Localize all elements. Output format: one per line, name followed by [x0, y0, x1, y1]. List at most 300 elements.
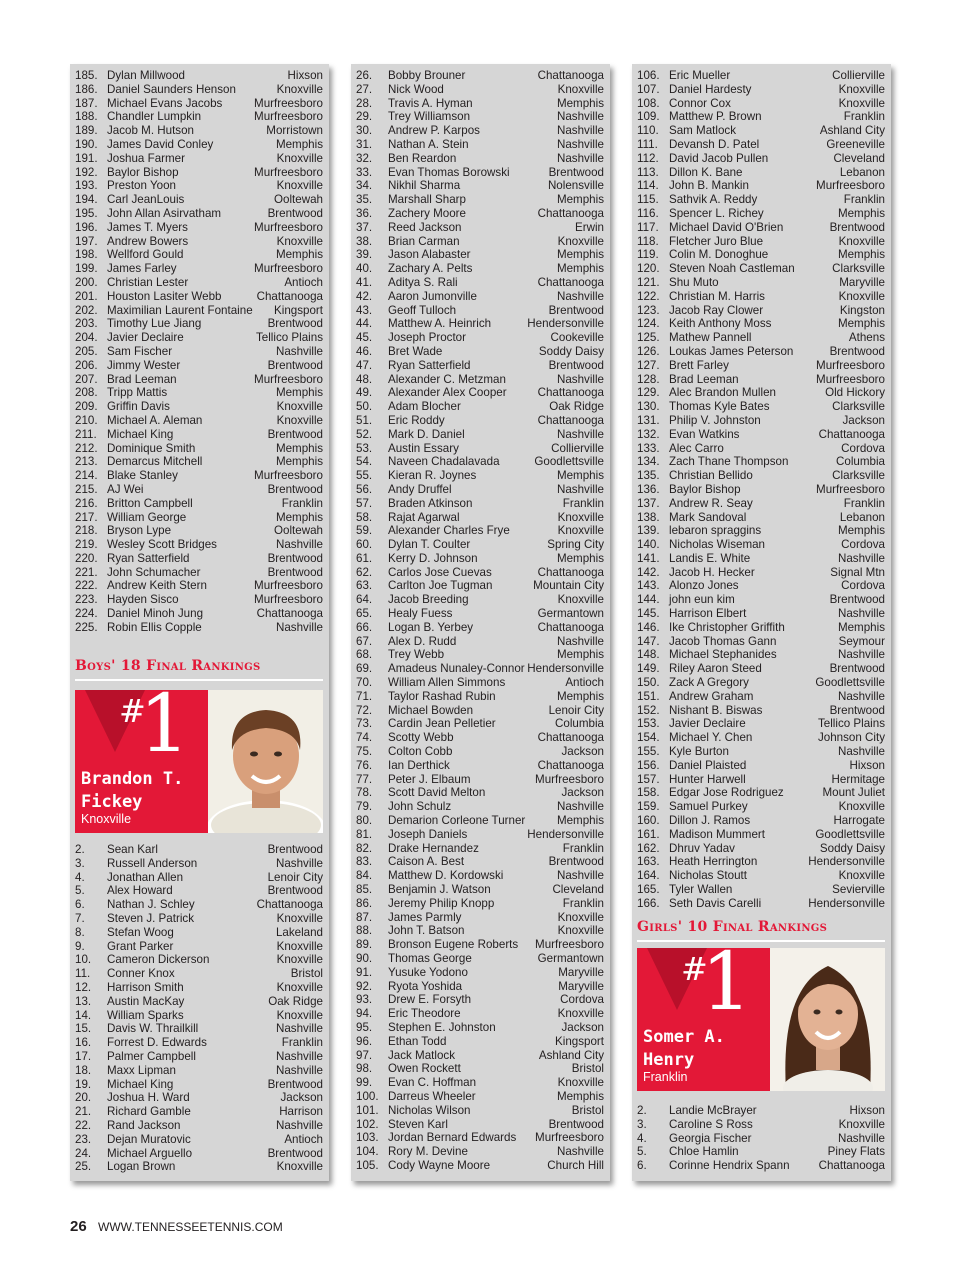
ranking-row: [70, 386, 329, 400]
rank-number: 67.: [356, 634, 373, 648]
player-city: Cleveland: [552, 883, 604, 897]
player-name: Harrison Smith: [107, 980, 184, 994]
player-city: Brentwood: [829, 593, 885, 607]
player-city: Nashville: [837, 607, 885, 621]
rank-number: 100.: [356, 1089, 379, 1103]
player-city: Nashville: [556, 800, 604, 814]
rank-number: 128.: [637, 372, 660, 386]
player-name: Maxx Lipman: [107, 1063, 176, 1077]
player-city: Memphis: [556, 648, 604, 662]
player-name: Ian Derthick: [388, 758, 450, 772]
player-city: Nashville: [556, 151, 604, 165]
rank-number: 5.: [637, 1145, 647, 1159]
player-city: Maryville: [558, 965, 604, 979]
ranking-row: [632, 97, 891, 111]
player-city: Memphis: [556, 814, 604, 828]
rank-number: 73.: [356, 717, 373, 731]
player-name: Colton Cobb: [388, 745, 453, 759]
ranking-row: [70, 428, 329, 442]
ranking-row: [632, 773, 891, 787]
rank-number: 66.: [356, 620, 373, 634]
player-name: Nathan A. Stein: [388, 137, 469, 151]
player-name: Alonzo Jones: [669, 579, 739, 593]
player-city: Tellico Plains: [817, 717, 885, 731]
ranking-row: [70, 566, 329, 580]
ranking-row: [632, 814, 891, 828]
player-city: Murfreesboro: [535, 938, 604, 952]
player-city: Bristol: [290, 967, 323, 981]
rank-number: 215.: [75, 482, 98, 496]
ranking-row: [351, 1049, 610, 1063]
player-city: Hendersonville: [527, 662, 604, 676]
ranking-row: [70, 83, 329, 97]
ranking-row: [351, 883, 610, 897]
rank-number: 129.: [637, 386, 660, 400]
rank-number: 116.: [637, 206, 659, 220]
player-city: Brentwood: [267, 358, 323, 372]
player-name: Edgar Jose Rodriguez: [669, 786, 784, 800]
player-name: Nishant B. Biswas: [669, 703, 763, 717]
player-city: Cordova: [841, 441, 885, 455]
ranking-row: [70, 248, 329, 262]
player-city: Columbia: [836, 455, 885, 469]
player-city: Tellico Plains: [255, 331, 323, 345]
ranking-row: [351, 345, 610, 359]
ranking-row: [351, 469, 610, 483]
player-city: Germantown: [537, 607, 604, 621]
rank-number: 136.: [637, 482, 660, 496]
ranking-row: [632, 400, 891, 414]
ranking-row: [632, 152, 891, 166]
rank-number: 201.: [75, 289, 98, 303]
ranking-row: [632, 179, 891, 193]
player-name: Mark D. Daniel: [388, 427, 465, 441]
player-name: Alex Howard: [107, 884, 173, 898]
ranking-row: [351, 290, 610, 304]
ranking-row: [351, 621, 610, 635]
rank-number: 5.: [75, 884, 85, 898]
player-city: Hendersonville: [808, 855, 885, 869]
player-name: Steven J. Patrick: [107, 911, 194, 925]
ranking-row: [351, 993, 610, 1007]
ranking-row: [632, 579, 891, 593]
rank-number: 122.: [637, 289, 660, 303]
ranking-row: [351, 276, 610, 290]
ranking-row: [351, 221, 610, 235]
rank-number: 25.: [75, 1160, 92, 1174]
player-city: Hendersonville: [527, 827, 604, 841]
player-name: Kerry D. Johnson: [388, 551, 478, 565]
ranking-row: [70, 469, 329, 483]
rank-number: 105.: [356, 1158, 379, 1172]
player-name: Brian Carman: [388, 234, 460, 248]
ranking-row: [351, 648, 610, 662]
ranking-row: [351, 166, 610, 180]
rank-number: 91.: [356, 965, 373, 979]
player-city: Franklin: [843, 193, 885, 207]
ranking-row: [632, 1132, 891, 1146]
rank-number: 138.: [637, 510, 660, 524]
rank-number: 155.: [637, 745, 660, 759]
player-name: James Parmly: [388, 910, 462, 924]
player-name: Corinne Hendrix Spann: [669, 1159, 790, 1173]
rank-number: 22.: [75, 1118, 92, 1132]
player-city: Hendersonville: [527, 317, 604, 331]
player-name: Michael Bowden: [388, 703, 474, 717]
rank-number: 16.: [75, 1036, 92, 1050]
ranking-row: [632, 690, 891, 704]
player-city: Hixson: [849, 1104, 885, 1117]
player-name: Trey Webb: [388, 648, 445, 662]
player-name: Demarcus Mitchell: [107, 455, 203, 469]
player-name: Darreus Wheeler: [388, 1089, 476, 1103]
ranking-row: [632, 110, 891, 124]
rank-number: 69.: [356, 662, 373, 676]
player-city: Memphis: [556, 689, 604, 703]
rank-number: 37.: [356, 220, 373, 234]
player-name: Heath Herrington: [669, 855, 758, 869]
rank-number: 220.: [75, 551, 98, 565]
player-name: Tyler Wallen: [669, 883, 733, 897]
player-name: Marshall Sharp: [388, 193, 466, 207]
ranking-row: [351, 869, 610, 883]
player-name: Eric Mueller: [669, 69, 731, 82]
player-name: Daniel Minoh Jung: [107, 607, 204, 621]
player-name: Kyle Burton: [669, 745, 729, 759]
ranking-row: [70, 1147, 329, 1161]
rank-number: 203.: [75, 317, 98, 331]
ranking-row: [632, 552, 891, 566]
rank-number: 214.: [75, 469, 98, 483]
player-city: Soddy Daisy: [819, 841, 885, 855]
player-name: Michael King: [107, 1077, 174, 1091]
rank-number: 36.: [356, 206, 373, 220]
player-city: Brentwood: [267, 843, 323, 856]
player-city: Nashville: [837, 689, 885, 703]
player-city: Memphis: [556, 262, 604, 276]
player-city: Ooltewah: [274, 524, 323, 538]
player-city: Chattanooga: [537, 413, 604, 427]
rank-number: 84.: [356, 869, 373, 883]
player-city: Murfreesboro: [816, 358, 885, 372]
ranking-row: [351, 179, 610, 193]
player-city: Knoxville: [557, 234, 604, 248]
player-name: Austin Essary: [388, 441, 459, 455]
ranking-row: [351, 1021, 610, 1035]
player-name: Nick Wood: [388, 82, 444, 96]
rank-number: 216.: [75, 496, 98, 510]
rank-number: 81.: [356, 827, 373, 841]
rank-number: 9.: [75, 939, 85, 953]
rank-number: 225.: [75, 620, 98, 634]
player-name: Blake Stanley: [107, 469, 178, 483]
ranking-row: [632, 842, 891, 856]
player-name: Cameron Dickerson: [107, 953, 210, 967]
divider: [637, 940, 885, 942]
player-city: Antioch: [284, 1132, 323, 1146]
player-name: Dylan T. Coulter: [388, 538, 471, 552]
player-city: Harrogate: [833, 814, 885, 828]
ranking-row: [351, 124, 610, 138]
player-city: Murfreesboro: [535, 1131, 604, 1145]
player-city: Franklin: [281, 1036, 323, 1050]
rank-number: 55.: [356, 469, 373, 483]
player-city: Murfreesboro: [816, 372, 885, 386]
ranking-row: [632, 124, 891, 138]
rank-number: 2.: [75, 843, 85, 856]
player-city: Goodlettsville: [815, 827, 885, 841]
rank-number: 49.: [356, 386, 373, 400]
ranking-row: [351, 1145, 610, 1159]
ranking-row: [351, 1131, 610, 1145]
player-city: Nashville: [275, 620, 323, 634]
player-city: Lenoir City: [548, 703, 604, 717]
rank-number: 113.: [637, 165, 659, 179]
player-city: Franklin: [562, 896, 604, 910]
rank-number: 82.: [356, 841, 373, 855]
player-name: Ryota Yoshida: [388, 979, 463, 993]
ranking-row: [70, 414, 329, 428]
ranking-row: [70, 400, 329, 414]
rank-number: 34.: [356, 179, 373, 193]
ranking-row: [632, 69, 891, 83]
ranking-row: [632, 855, 891, 869]
player-name: Andrew R. Seay: [669, 496, 753, 510]
ranking-row: [351, 1104, 610, 1118]
player-city: Chattanooga: [818, 1159, 885, 1173]
rank-number: 141.: [637, 551, 660, 565]
ranking-row: [351, 980, 610, 994]
player-name: Bryson Lype: [107, 524, 172, 538]
rank-number: 71.: [356, 689, 373, 703]
rank-number: 62.: [356, 565, 373, 579]
player-name: Preston Yoon: [107, 179, 176, 193]
column-2: [351, 64, 610, 1181]
player-city: Antioch: [565, 676, 604, 690]
rank-number: 11.: [75, 967, 91, 981]
player-name: Zack A Gregory: [669, 676, 749, 690]
player-city: Nashville: [837, 551, 885, 565]
ranking-row: [70, 967, 329, 981]
player-name: Wesley Scott Bridges: [107, 538, 217, 552]
rank-number: 94.: [356, 1007, 373, 1021]
player-name: Evan Watkins: [669, 427, 740, 441]
ranking-row: [632, 455, 891, 469]
ranking-row: [70, 1105, 329, 1119]
player-city: Nashville: [556, 634, 604, 648]
player-city: Murfreesboro: [254, 579, 323, 593]
boys-18-rankings-list-part4: [632, 69, 891, 911]
player-city: Nashville: [556, 289, 604, 303]
player-name: Maximilian Laurent Fontaine: [107, 303, 253, 317]
player-name: Jimmy Wester: [107, 358, 181, 372]
player-city: Nashville: [275, 1118, 323, 1132]
player-name: Landie McBrayer: [669, 1104, 757, 1117]
player-city: Memphis: [837, 248, 885, 262]
rank-number: 97.: [356, 1048, 373, 1062]
ranking-row: [70, 207, 329, 221]
player-city: Franklin: [562, 496, 604, 510]
boys-18-rankings-list-part2: [351, 69, 610, 1173]
player-name: Matthew D. Kordowski: [388, 869, 504, 883]
ranking-row: [70, 898, 329, 912]
ranking-row: [351, 386, 610, 400]
player-city: Chattanooga: [256, 898, 323, 912]
player-city: Brentwood: [829, 662, 885, 676]
player-city: Knoxville: [276, 1008, 323, 1022]
player-name: Mathew Pannell: [669, 331, 752, 345]
player-name: Conner Knox: [107, 967, 175, 981]
ranking-row: [632, 207, 891, 221]
rank-number: 161.: [637, 827, 660, 841]
rank-number: 92.: [356, 979, 373, 993]
ranking-row: [351, 110, 610, 124]
player-city: Knoxville: [276, 939, 323, 953]
player-name: Rajat Agarwal: [388, 510, 460, 524]
ranking-row: [632, 897, 891, 911]
ranking-row: [632, 276, 891, 290]
rank-number: 150.: [637, 676, 660, 690]
player-city: Brentwood: [267, 317, 323, 331]
player-city: Chattanooga: [818, 427, 885, 441]
ranking-row: [70, 912, 329, 926]
player-name: Steven Noah Castleman: [669, 262, 795, 276]
player-city: Memphis: [556, 1089, 604, 1103]
rank-number: 33.: [356, 165, 373, 179]
player-name: Alec Brandon Mullen: [669, 386, 776, 400]
player-name: Naveen Chadalavada: [388, 455, 500, 469]
rank-number: 114.: [637, 179, 659, 193]
rank-number: 139.: [637, 524, 660, 538]
rank-number: 3.: [637, 1117, 647, 1131]
player-city: Oak Ridge: [549, 400, 604, 414]
ranking-row: [351, 828, 610, 842]
ranking-row: [70, 221, 329, 235]
page-number: 26: [70, 1218, 87, 1235]
player-city: Nashville: [275, 1022, 323, 1036]
player-city: Franklin: [843, 496, 885, 510]
player-city: Antioch: [284, 275, 323, 289]
ranking-row: [632, 290, 891, 304]
rank-number: 189.: [75, 124, 98, 138]
player-city: Jackson: [280, 1091, 323, 1105]
rank-number: 204.: [75, 331, 98, 345]
ranking-row: [632, 566, 891, 580]
ranking-row: [632, 1145, 891, 1159]
ranking-row: [70, 455, 329, 469]
player-city: Ashland City: [538, 1048, 604, 1062]
ranking-row: [632, 731, 891, 745]
rank-number: 120.: [637, 262, 660, 276]
player-name: Christian Bellido: [669, 469, 753, 483]
player-city: Chattanooga: [256, 289, 323, 303]
player-name: Joshua H. Ward: [107, 1091, 190, 1105]
rank-hash: #: [681, 950, 708, 988]
player-city: Brentwood: [829, 703, 885, 717]
player-city: Nashville: [275, 538, 323, 552]
ranking-row: [632, 373, 891, 387]
player-city: Memphis: [837, 524, 885, 538]
rank-number: 219.: [75, 538, 98, 552]
player-name: Rand Jackson: [107, 1118, 181, 1132]
ranking-row: [632, 1159, 891, 1173]
ranking-row: [351, 786, 610, 800]
ranking-row: [70, 1119, 329, 1133]
player-city: Nashville: [556, 137, 604, 151]
player-name: Jacob H. Hecker: [669, 565, 755, 579]
ranking-row: [351, 248, 610, 262]
player-city: Knoxville: [276, 1160, 323, 1174]
ranking-row: [70, 110, 329, 124]
rank-number: 134.: [637, 455, 660, 469]
rank-number: 1: [139, 690, 190, 770]
player-name: Christian M. Harris: [669, 289, 765, 303]
ranking-row: [351, 97, 610, 111]
ranking-row: [632, 593, 891, 607]
player-city: Brentwood: [267, 1146, 323, 1160]
rank-number: 46.: [356, 344, 373, 358]
ranking-row: [632, 717, 891, 731]
rank-number: 95.: [356, 1020, 373, 1034]
rank-number: 110.: [637, 124, 659, 138]
rank-number: 90.: [356, 952, 373, 965]
player-city: Clarksville: [832, 469, 885, 483]
ranking-row: [351, 897, 610, 911]
player-city: Franklin: [562, 841, 604, 855]
player-name: Steven Karl: [388, 1117, 448, 1131]
player-city: Murfreesboro: [254, 372, 323, 386]
rank-number: 206.: [75, 358, 98, 372]
rank-number: 35.: [356, 193, 373, 207]
player-city: Lakeland: [275, 925, 323, 939]
column-1: [70, 64, 329, 1181]
player-name: Mark Sandoval: [669, 510, 747, 524]
player-city: Maryville: [558, 979, 604, 993]
rank-number: 23.: [75, 1132, 92, 1146]
player-city: Murfreesboro: [535, 772, 604, 786]
player-name: Joseph Daniels: [388, 827, 468, 841]
ranking-row: [70, 511, 329, 525]
ranking-row: [351, 152, 610, 166]
player-city: Memphis: [837, 317, 885, 331]
website-link[interactable]: WWW.TENNESSEETENNIS.COM: [98, 1220, 283, 1234]
rank-number: 165.: [637, 883, 660, 897]
player-name: Andrew P. Karpos: [388, 124, 480, 138]
champion-name: Brandon T. Fickey: [81, 769, 184, 812]
ranking-row: [70, 138, 329, 152]
rank-number: 191.: [75, 151, 98, 165]
player-name: Caroline S Ross: [669, 1117, 753, 1131]
player-name: Griffin Davis: [107, 400, 170, 414]
player-name: Cody Wayne Moore: [388, 1158, 491, 1172]
player-city: Knoxville: [276, 151, 323, 165]
rank-number: 126.: [637, 344, 660, 358]
ranking-row: [351, 855, 610, 869]
player-city: Erwin: [575, 220, 604, 234]
player-name: Trey Williamson: [388, 110, 471, 124]
player-city: Memphis: [556, 96, 604, 110]
player-city: Knoxville: [557, 1007, 604, 1021]
player-name: Connor Cox: [669, 96, 731, 110]
player-city: Brentwood: [548, 855, 604, 869]
rank-number: 185.: [75, 69, 98, 82]
rank-number: 12.: [75, 980, 92, 994]
ranking-row: [632, 1104, 891, 1118]
player-city: Nolensville: [547, 179, 604, 193]
player-city: Knoxville: [838, 1117, 885, 1131]
rank-number: 89.: [356, 938, 373, 952]
player-name: Carlton Joe Tugman: [388, 579, 493, 593]
